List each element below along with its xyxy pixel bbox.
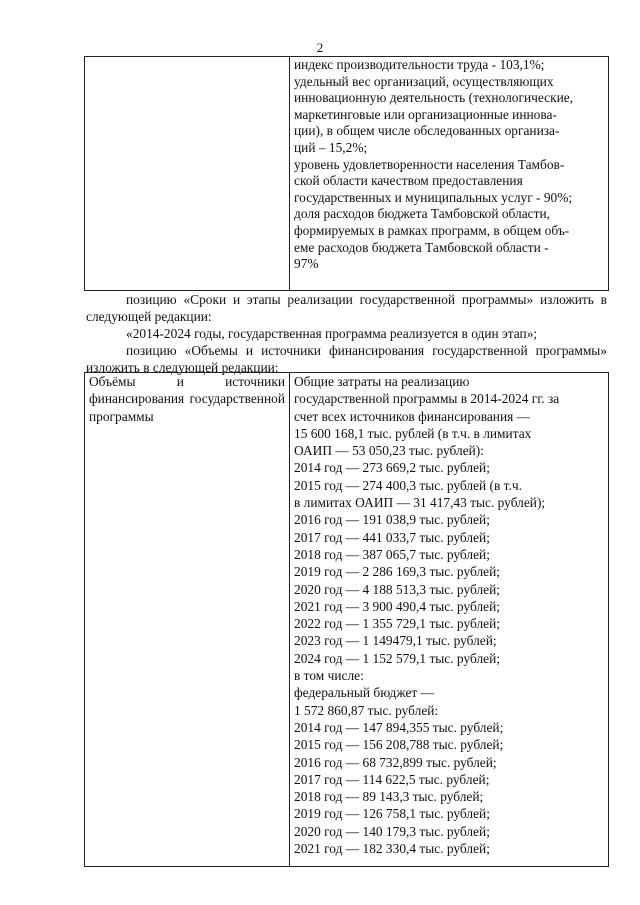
list-item: государственной программы в 2014-2024 гг. за xyxy=(294,391,560,407)
targets-right-cell xyxy=(290,57,609,291)
list-item: 2022 год — 1 355 729,1 тыс. рублей; xyxy=(294,616,500,632)
list-item: государственных и муниципальных услуг - 90%; xyxy=(294,189,573,205)
list-item: 97% xyxy=(294,256,319,272)
targets-lines xyxy=(294,57,604,273)
table-row xyxy=(85,373,609,867)
list-item: доля расходов бюджета Тамбовской области, xyxy=(294,206,550,222)
list-item: еме расходов бюджета Тамбовской области - xyxy=(294,239,549,255)
list-item: 2018 год — 387 065,7 тыс. рублей; xyxy=(294,546,490,562)
funding-table xyxy=(84,372,609,867)
list-item: 2020 год — 140 179,3 тыс. рублей; xyxy=(294,823,490,839)
table-row xyxy=(85,57,609,291)
list-item: ций – 15,2%; xyxy=(294,139,368,155)
targets-left-cell xyxy=(85,57,290,291)
targets-table xyxy=(84,56,609,291)
paragraph-funding: позицию «Объемы и источники финансирования государственной программы» изложить в следующей редакции: xyxy=(86,343,607,375)
list-item: 2020 год — 4 188 513,3 тыс. рублей; xyxy=(294,581,500,597)
list-item: 2021 год — 182 330,4 тыс. рублей; xyxy=(294,841,490,857)
list-item: Общие затраты на реализацию xyxy=(294,374,470,389)
list-item: 2016 год — 191 038,9 тыс. рублей; xyxy=(294,512,490,528)
list-item: в том числе: xyxy=(294,668,364,684)
list-item: инновационную деятельность (технологические, xyxy=(294,90,574,106)
paragraph-terms-text: «2014-2024 годы, государственная программа реализуется в один этап»; xyxy=(126,326,538,341)
list-item: 2023 год — 1 149479,1 тыс. рублей; xyxy=(294,633,497,649)
list-item: ОАИП — 53 050,23 тыс. рублей): xyxy=(294,443,484,459)
list-item: 2024 год — 1 152 579,1 тыс. рублей; xyxy=(294,650,500,666)
list-item: уровень удовлетворенности населения Тамбов- xyxy=(294,156,565,172)
list-item: 2018 год — 89 143,3 тыс. рублей; xyxy=(294,789,484,805)
list-item: 2017 год — 441 033,7 тыс. рублей; xyxy=(294,529,490,545)
list-item: 15 600 168,1 тыс. рублей (в т.ч. в лимитах xyxy=(294,425,532,441)
list-item: 2015 год — 156 208,788 тыс. рублей; xyxy=(294,737,504,753)
list-item: 1 572 860,87 тыс. рублей: xyxy=(294,702,439,718)
list-item: 2015 год — 274 400,3 тыс. рублей (в т.ч. xyxy=(294,477,522,493)
list-item: ской области качеством предоставления xyxy=(294,173,523,189)
list-item: 2021 год — 3 900 490,4 тыс. рублей; xyxy=(294,598,500,614)
funding-lines xyxy=(294,373,604,857)
funding-right-cell xyxy=(290,373,609,867)
list-item: в лимитах ОАИП — 31 417,43 тыс. рублей); xyxy=(294,495,546,511)
list-item: 2017 год — 114 622,5 тыс. рублей; xyxy=(294,771,490,787)
list-item: удельный вес организаций, осуществляющих xyxy=(294,73,554,89)
list-item: 2019 год — 126 758,1 тыс. рублей; xyxy=(294,806,490,822)
list-item: федеральный бюджет — xyxy=(294,685,434,701)
list-item: 2014 год — 147 894,355 тыс. рублей; xyxy=(294,719,504,735)
funding-left-cell: Объёмы и источники финансирования государственной программы xyxy=(85,373,290,867)
list-item: 2019 год — 2 286 169,3 тыс. рублей; xyxy=(294,564,500,580)
list-item: маркетинговые или организационные иннова- xyxy=(294,106,557,122)
list-item: ции), в общем числе обследованных организа- xyxy=(294,123,560,139)
list-item: формируемых в рамках программ, в общем объ- xyxy=(294,222,570,238)
paragraph-terms: позицию «Сроки и этапы реализации государственной программы» изложить в следующей редакции: xyxy=(86,292,607,324)
list-item: индекс производительности труда - 103,1%; xyxy=(294,57,545,72)
list-item: 2014 год — 273 669,2 тыс. рублей; xyxy=(294,460,490,476)
page-number: 2 xyxy=(316,40,324,55)
list-item: счет всех источников финансирования — xyxy=(294,408,531,424)
list-item: 2016 год — 68 732,899 тыс. рублей; xyxy=(294,754,497,770)
